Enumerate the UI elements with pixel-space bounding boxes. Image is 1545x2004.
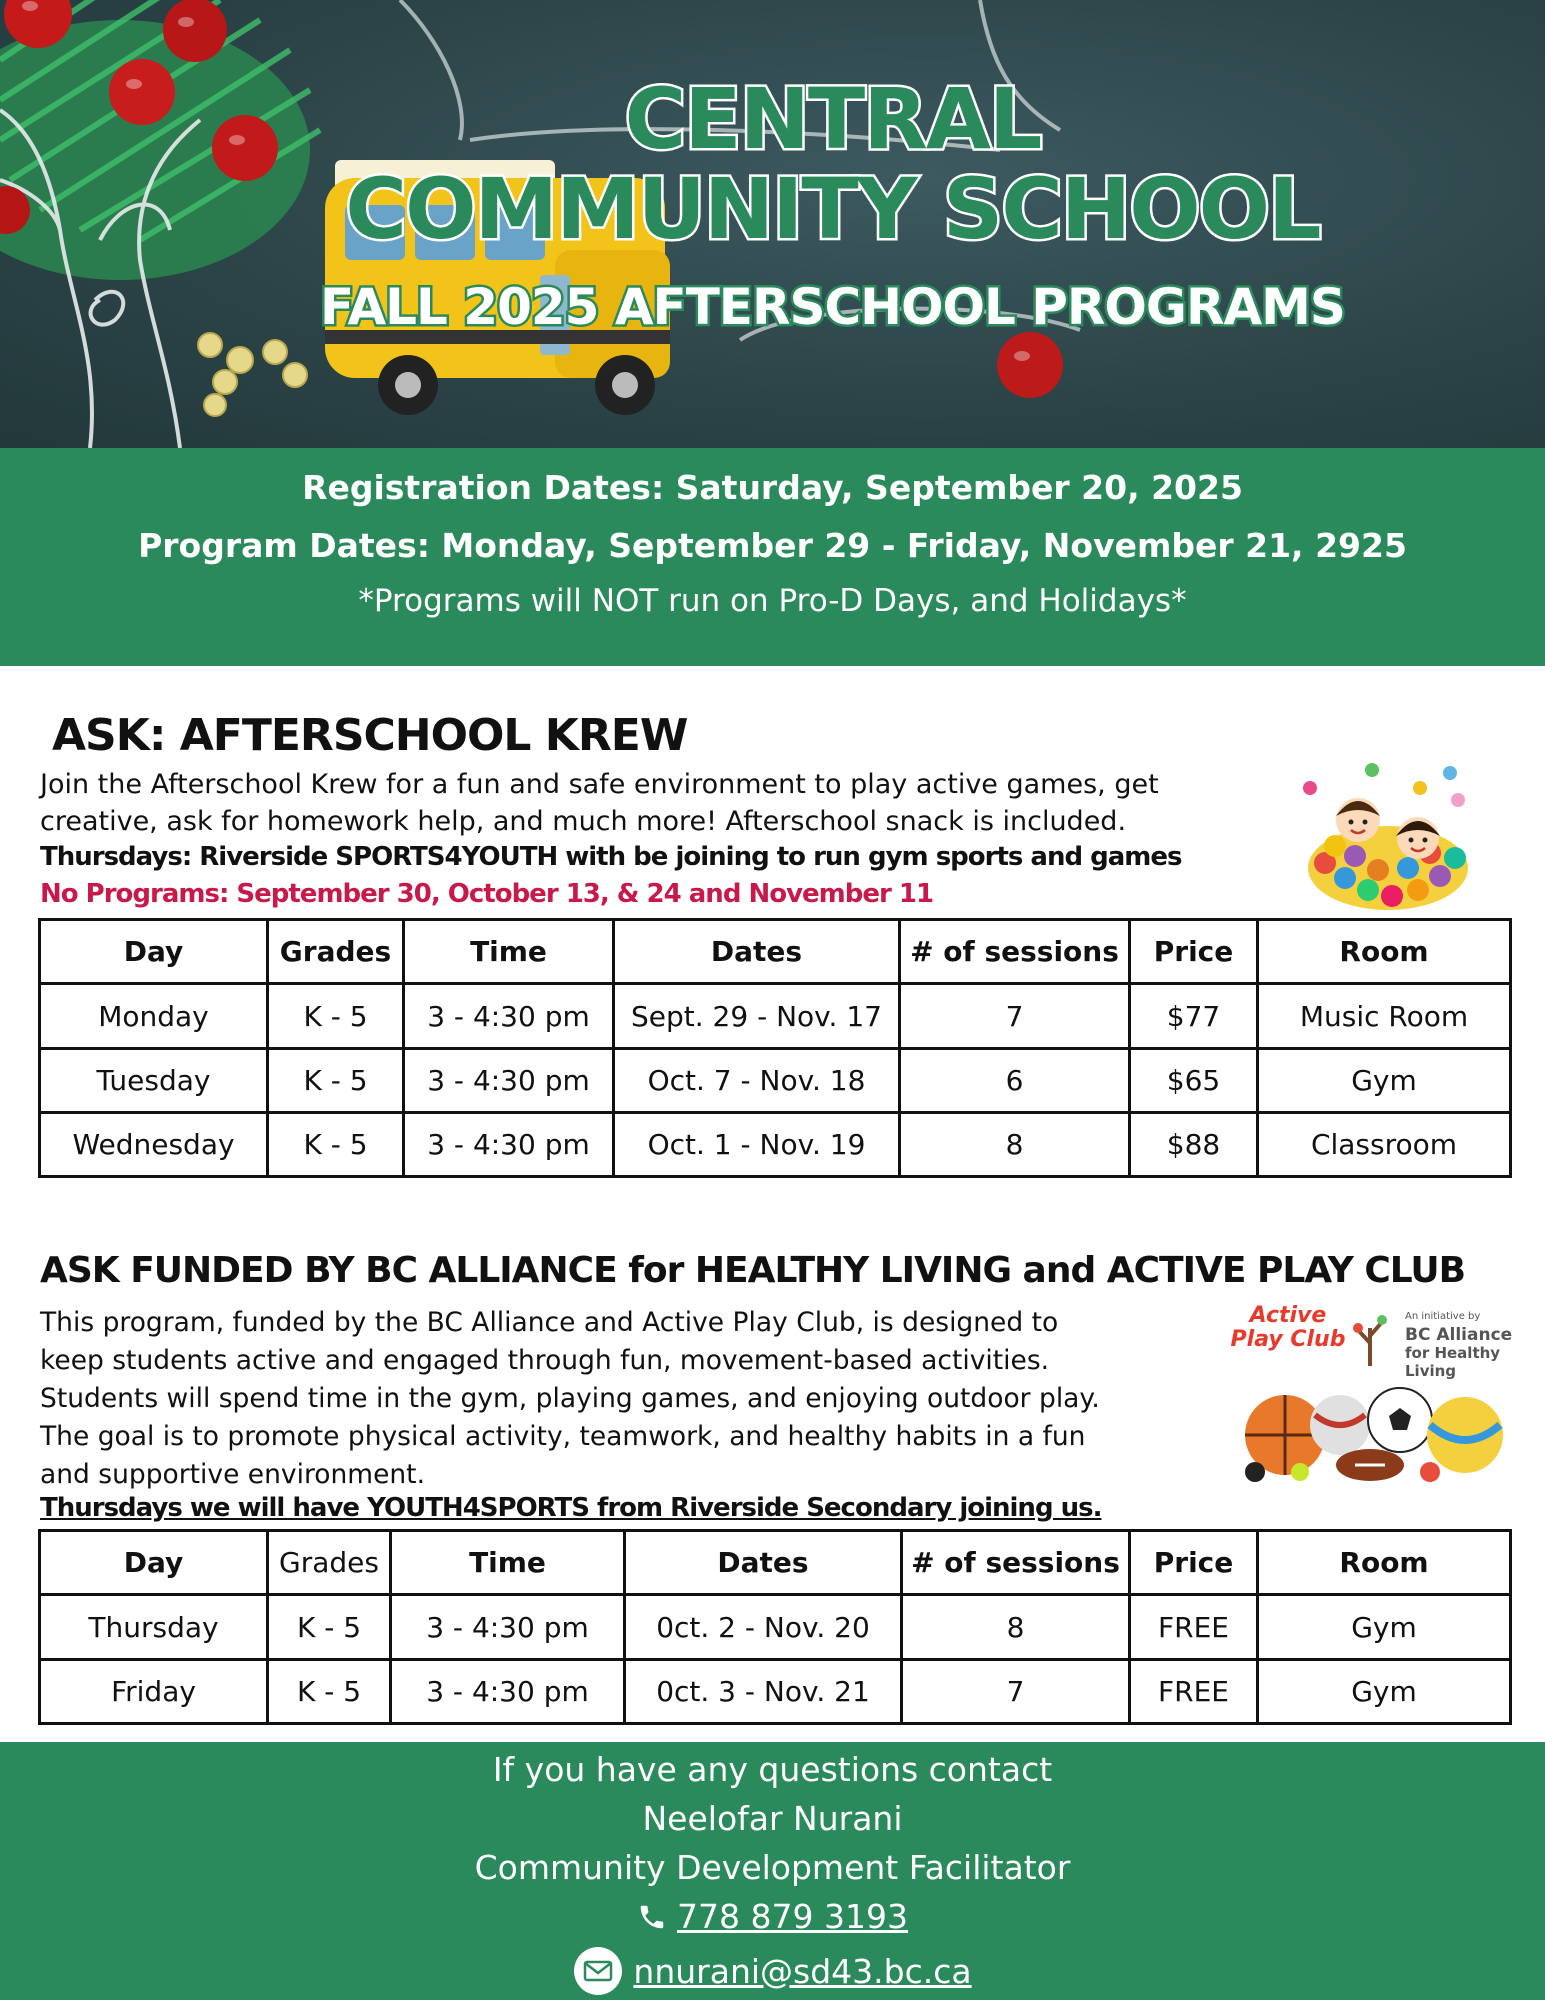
ask-description-line1: Join the Afterschool Krew for a fun and safe environment to play active games, get: [40, 769, 1159, 800]
contact-role: Community Development Facilitator: [474, 1848, 1071, 1887]
cell-time: 3 - 4:30 pm: [391, 1595, 625, 1660]
ask-description: [40, 766, 1159, 840]
cell-day: Tuesday: [40, 1049, 268, 1113]
header-sessions: # of sessions: [902, 1531, 1130, 1595]
dates-band: [0, 448, 1545, 666]
school-name-line2: COMMUNITY SCHOOL: [345, 160, 1320, 258]
school-name-line1: CENTRAL: [624, 70, 1041, 168]
ask-thursday-note: Thursdays: Riverside SPORTS4YOUTH with be joining to run gym sports and games: [40, 842, 1182, 872]
header-time: Time: [391, 1531, 625, 1595]
table-row: [40, 1049, 1511, 1113]
cell-dates: Oct. 7 - Nov. 18: [614, 1049, 900, 1113]
cell-time: 3 - 4:30 pm: [404, 1113, 614, 1177]
header-dates: Dates: [614, 920, 900, 984]
ball-pit-kids-illustration: [1300, 758, 1475, 913]
funded-description-line: keep students active and engaged through fun, movement-based activities.: [40, 1345, 1050, 1376]
header-grades: Grades: [268, 1531, 391, 1595]
ask-no-programs: No Programs: September 30, October 13, & 24 and November 11: [40, 879, 934, 909]
logo-bc-line1: BC Alliance: [1405, 1325, 1513, 1345]
program-dates: Program Dates: Monday, September 29 - Friday, November 21, 2925: [138, 526, 1407, 565]
cell-room: Gym: [1258, 1595, 1511, 1660]
table-row: [40, 984, 1511, 1049]
small-tree-icon: [1350, 1308, 1390, 1368]
cell-sessions: 7: [902, 1660, 1130, 1724]
header-price: Price: [1130, 1531, 1258, 1595]
cell-day: Wednesday: [40, 1113, 268, 1177]
cell-dates: Sept. 29 - Nov. 17: [614, 984, 900, 1049]
cell-price: $88: [1130, 1113, 1258, 1177]
logo-bc-small: An initiative by: [1405, 1311, 1481, 1322]
cell-sessions: 6: [900, 1049, 1130, 1113]
cell-price: $77: [1130, 984, 1258, 1049]
funded-description-line: This program, funded by the BC Alliance and Active Play Club, is designed to: [40, 1307, 1059, 1338]
header-day: Day: [40, 1531, 268, 1595]
cell-grades: K - 5: [268, 1049, 404, 1113]
funded-thursday-note: Thursdays we will have YOUTH4SPORTS from Riverside Secondary joining us.: [40, 1493, 1102, 1523]
funded-section-title: ASK FUNDED BY BC ALLIANCE for HEALTHY LIVING and ACTIVE PLAY CLUB: [40, 1250, 1466, 1291]
bc-alliance-logo: [1405, 1308, 1545, 1380]
logo-bc-line2: for Healthy Living: [1405, 1344, 1501, 1380]
cell-room: Gym: [1258, 1049, 1511, 1113]
contact-intro: If you have any questions contact: [492, 1750, 1053, 1789]
email-link[interactable]: nnurani@sd43.bc.ca: [633, 1951, 972, 1991]
cell-grades: K - 5: [268, 984, 404, 1049]
contact-footer: [0, 1742, 1545, 2000]
header-price: Price: [1130, 920, 1258, 984]
cell-sessions: 7: [900, 984, 1130, 1049]
table-header-row: [40, 920, 1511, 984]
hero-banner: [0, 0, 1545, 448]
header-room: Room: [1258, 1531, 1511, 1595]
cell-room: Music Room: [1258, 984, 1511, 1049]
funded-description-line: The goal is to promote physical activity, teamwork, and healthy habits in a fun: [40, 1421, 1086, 1452]
cell-room: Gym: [1258, 1660, 1511, 1724]
paper-ball-icons: [198, 333, 307, 416]
logo-active-line1: Active: [1249, 1303, 1327, 1328]
phone-icon: [637, 1900, 667, 1934]
cell-sessions: 8: [902, 1595, 1130, 1660]
programs-subtitle: FALL 2025 AFTERSCHOOL PROGRAMS: [320, 278, 1345, 336]
contact-name: Neelofar Nurani: [642, 1799, 903, 1838]
cell-price: FREE: [1130, 1595, 1258, 1660]
header-day: Day: [40, 920, 268, 984]
header-sessions: # of sessions: [900, 920, 1130, 984]
cell-price: FREE: [1130, 1660, 1258, 1724]
cell-day: Thursday: [40, 1595, 268, 1660]
cell-dates: Oct. 1 - Nov. 19: [614, 1113, 900, 1177]
header-time: Time: [404, 920, 614, 984]
funded-description-line: and supportive environment.: [40, 1459, 425, 1490]
header-room: Room: [1258, 920, 1511, 984]
cell-day: Friday: [40, 1660, 268, 1724]
cell-sessions: 8: [900, 1113, 1130, 1177]
cell-grades: K - 5: [268, 1595, 391, 1660]
email-icon: [573, 1946, 623, 1996]
header-grades: Grades: [268, 920, 404, 984]
cell-day: Monday: [40, 984, 268, 1049]
cell-dates: 0ct. 3 - Nov. 21: [625, 1660, 902, 1724]
cell-time: 3 - 4:30 pm: [404, 1049, 614, 1113]
funded-description-line: Students will spend time in the gym, playing games, and enjoying outdoor play.: [40, 1383, 1100, 1414]
cell-time: 3 - 4:30 pm: [391, 1660, 625, 1724]
holiday-note: *Programs will NOT run on Pro-D Days, and Holidays*: [358, 583, 1187, 619]
table-row: [40, 1595, 1511, 1660]
header-dates: Dates: [625, 1531, 902, 1595]
ask-description-line2: creative, ask for homework help, and much more! Afterschool snack is included.: [40, 806, 1127, 837]
funded-description: [40, 1304, 1220, 1494]
registration-dates: Registration Dates: Saturday, September 20, 2025: [302, 468, 1243, 507]
phone-link[interactable]: 778 879 3193: [677, 1897, 908, 1936]
cell-time: 3 - 4:30 pm: [404, 984, 614, 1049]
ask-section-title: ASK: AFTERSCHOOL KREW: [52, 710, 688, 761]
cell-grades: K - 5: [268, 1660, 391, 1724]
funded-schedule-table: [38, 1529, 1512, 1725]
table-row: [40, 1113, 1511, 1177]
sports-balls-illustration: [1230, 1380, 1515, 1485]
ask-schedule-table: [38, 918, 1512, 1178]
cell-price: $65: [1130, 1049, 1258, 1113]
cell-grades: K - 5: [268, 1113, 404, 1177]
cell-dates: 0ct. 2 - Nov. 20: [625, 1595, 902, 1660]
cell-room: Classroom: [1258, 1113, 1511, 1177]
table-row: [40, 1660, 1511, 1724]
logo-active-line2: Play Club: [1230, 1327, 1346, 1352]
active-play-club-logo: [1228, 1304, 1348, 1352]
table-header-row: [40, 1531, 1511, 1595]
